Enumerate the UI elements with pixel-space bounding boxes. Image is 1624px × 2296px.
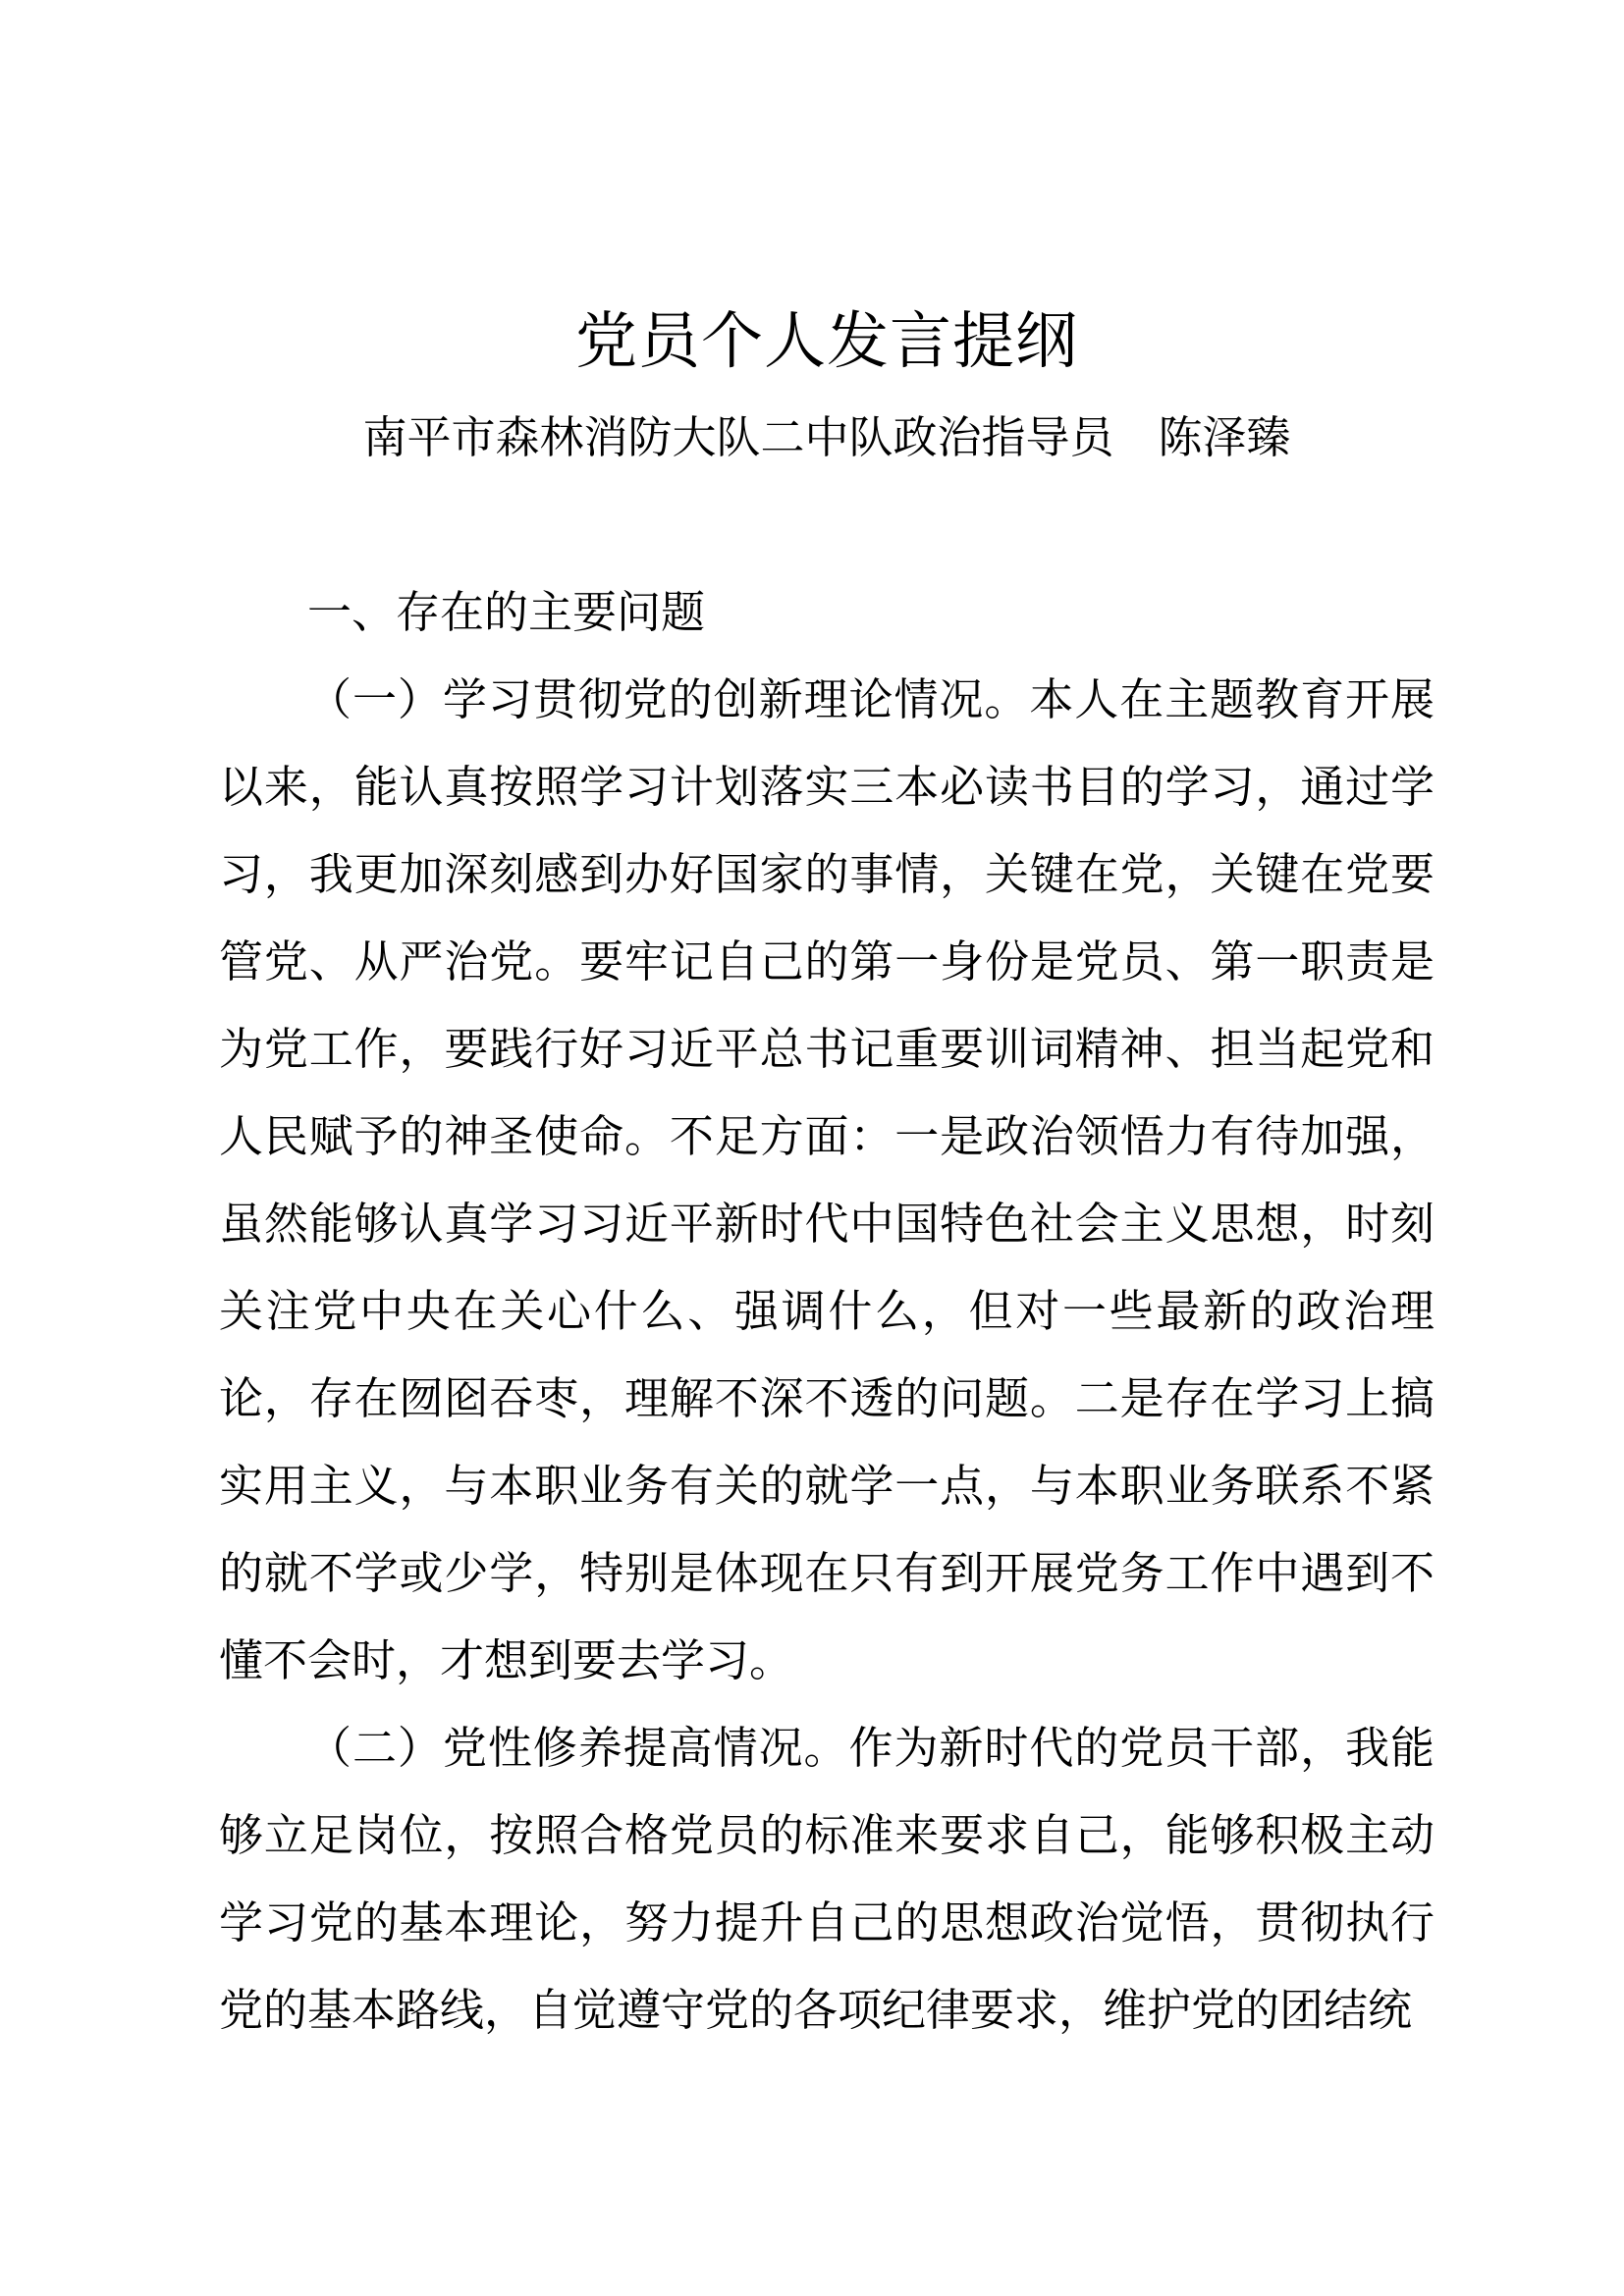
doc-byline: 南平市森林消防大队二中队政治指导员 陈泽臻: [362, 412, 1291, 462]
section-heading: 一、存在的主要问题: [307, 587, 706, 637]
doc-title: 党员个人发言提纲: [575, 307, 1078, 376]
document-content: [219, 290, 1435, 2054]
paragraph: （一）学习贯彻党的创新理论情况。本人在主题教育开展以来，能认真按照学习计划落实三本必读书目的学习，通过学习，我更加深刻感到办好国家的事情，关键在党，关键在党要管党、从严治党。要牢记自己的第一身份是党员、第一职责是为党工作，要践行好习近平总书记重要训词精神、担当起党和人民赋予的神圣使命。不足方面：一是政治领悟力有待加强，虽然能够认真学习习近平新时代中国特色社会主义思想，时刻关注党中央在关心什么、强调什么，但对一些最新的政治理论，存在囫囵吞枣，理解不深不透的问题。二是存在学习上搞实用主义，与本职业务有关的就学一点，与本职业务联系不紧的就不学或少学，特别是体现在只有到开展党务工作中遇到不懂不会时，才想到要去学习。: [219, 674, 1435, 1685]
paragraph: （二）党性修养提高情况。作为新时代的党员干部，我能够立足岗位，按照合格党员的标准来要求自己，能够积极主动学习党的基本理论，努力提升自己的思想政治觉悟，贯彻执行党的基本路线，自觉遵守党的各项纪律要求，维护党的团结统: [219, 1723, 1435, 2035]
spacer: [219, 481, 1435, 568]
